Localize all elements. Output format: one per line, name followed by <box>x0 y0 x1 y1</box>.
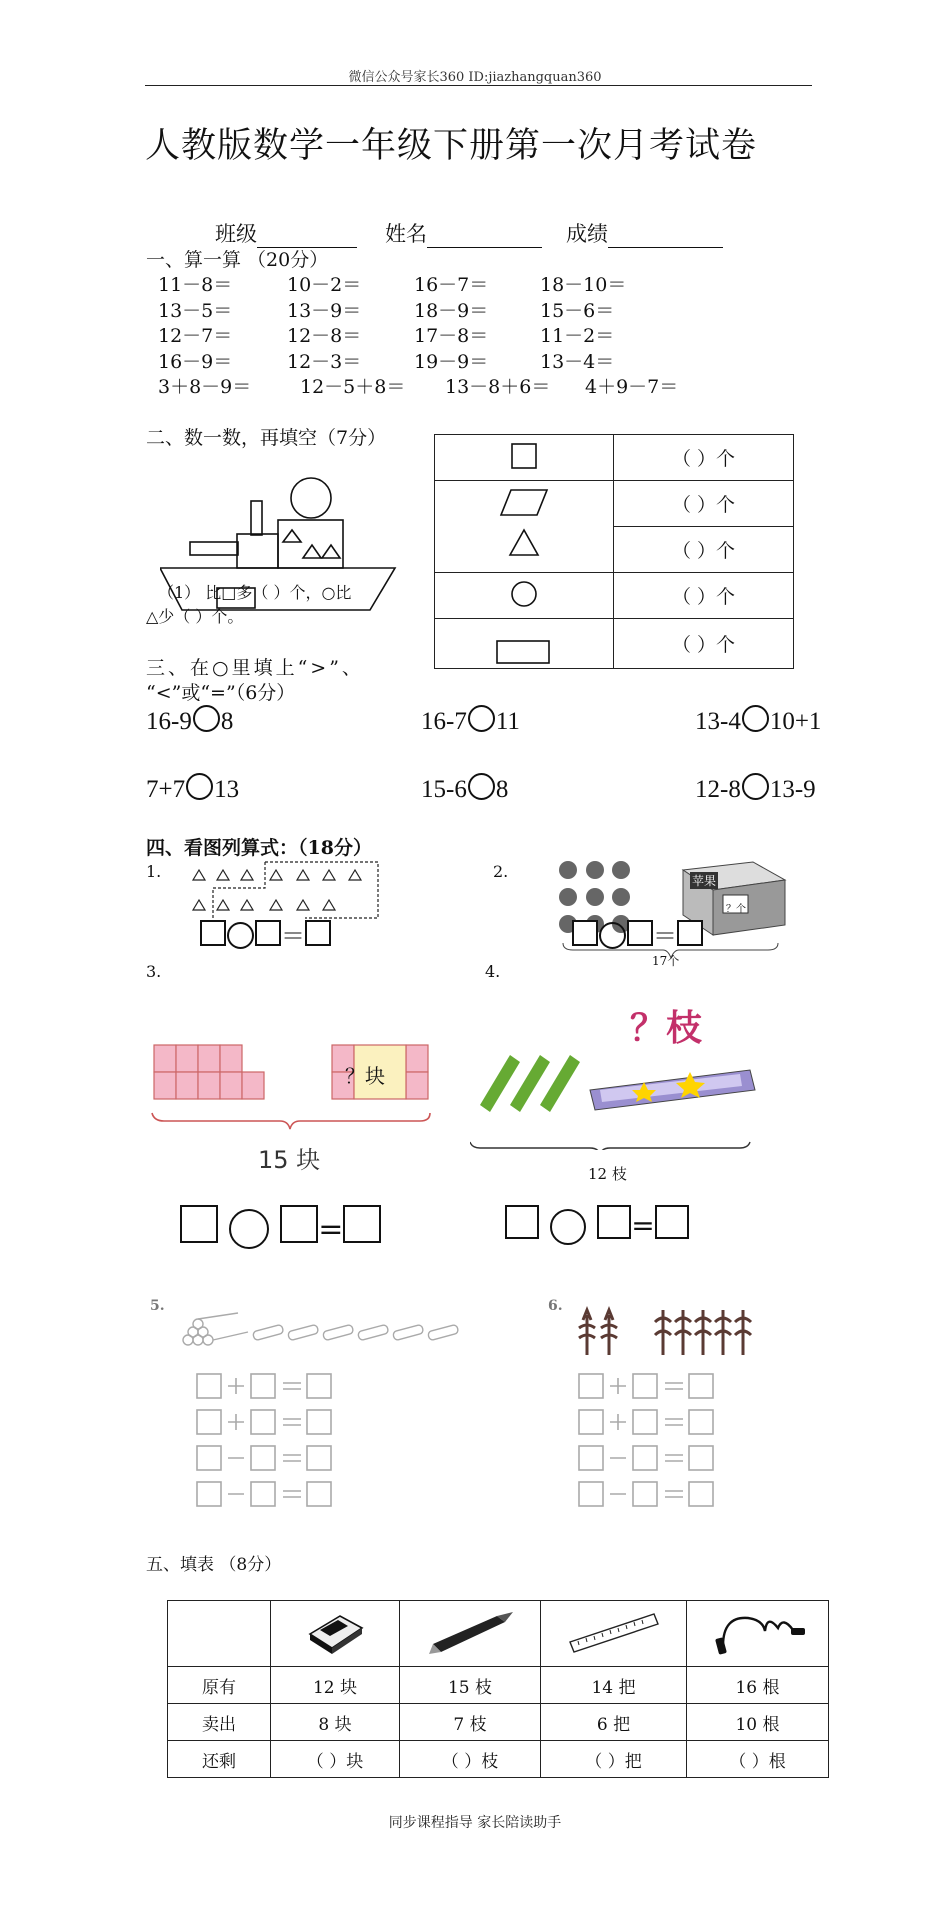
comparison-circle[interactable] <box>193 705 220 732</box>
comparison-right: 13-9 <box>769 776 816 803</box>
eraser-cell <box>271 1601 400 1667</box>
equation[interactable]: 3＋8－9＝ <box>158 376 252 398</box>
comparison-left: 7+7 <box>146 776 186 803</box>
answer-cell[interactable]: （ ）根 <box>687 1741 829 1778</box>
rope-cell <box>687 1601 829 1667</box>
table-cell: 12 块 <box>271 1667 400 1704</box>
section3-heading-line1: 三、在○里填上“>”、 <box>146 657 364 679</box>
comparison-item <box>146 705 233 736</box>
fig3-answer[interactable]: = <box>180 1205 381 1249</box>
score-field[interactable] <box>566 218 723 248</box>
comparison-item <box>421 773 508 804</box>
equation[interactable]: 12－7＝ <box>158 325 233 347</box>
comparison-right: 10+1 <box>769 708 822 735</box>
answer-cell[interactable]: （ ）块 <box>271 1741 400 1778</box>
rectangle-count[interactable]: （ ）个 <box>614 619 794 669</box>
section2-heading: 二、数一数，再填空（7分） <box>146 427 387 449</box>
table-cell: 16 根 <box>687 1667 829 1704</box>
fig3-blocks <box>150 1035 435 1135</box>
table-row <box>435 481 794 527</box>
ruler-icon <box>564 1606 664 1656</box>
comparison-item <box>695 773 816 804</box>
equation[interactable]: 12－8＝ <box>287 325 362 347</box>
class-label: 班级 <box>215 222 257 246</box>
fig6-plants <box>575 1300 785 1360</box>
section5-heading: 五、填表 （8分） <box>146 1555 282 1575</box>
fig4-label: 4. <box>485 962 501 981</box>
rectangle-icon <box>494 619 554 664</box>
shape-count-table <box>434 434 794 669</box>
table-row <box>435 619 794 669</box>
fig1-answer[interactable]: ＝ <box>200 916 331 951</box>
section1-heading: 一、算一算 （20分） <box>146 249 329 271</box>
answer-cell[interactable]: （ ）把 <box>541 1741 687 1778</box>
comparison-right: 8 <box>220 708 234 735</box>
section4-heading: 四、看图列算式：（18分） <box>146 837 372 859</box>
comparison-item <box>695 705 821 736</box>
square-cell <box>435 435 614 481</box>
fig5-answer-grid[interactable] <box>195 1370 345 1510</box>
fig4-answer[interactable]: = <box>505 1205 689 1245</box>
table-cell: 7 枝 <box>400 1704 541 1741</box>
fig2-total: 17个 <box>652 954 680 968</box>
square-count[interactable]: （ ）个 <box>614 435 794 481</box>
equation[interactable]: 11－8＝ <box>158 274 233 296</box>
circle-count[interactable]: （ ）个 <box>614 573 794 619</box>
row-label: 还剩 <box>168 1741 271 1778</box>
equation[interactable]: 15－6＝ <box>540 299 615 322</box>
equation[interactable]: 17－8＝ <box>414 325 489 347</box>
equation[interactable]: 18－9＝ <box>414 299 489 322</box>
comparison-right: 13 <box>214 776 240 803</box>
table-row <box>435 573 794 619</box>
fig3-label: 3. <box>146 962 162 981</box>
equation[interactable]: 12－5＋8＝ <box>300 376 406 398</box>
name-field[interactable] <box>385 218 542 248</box>
equation[interactable]: 16－7＝ <box>414 274 489 296</box>
class-field[interactable] <box>215 218 357 248</box>
fig3-total: 15 块 <box>258 1146 321 1174</box>
equation[interactable]: 4＋9－7＝ <box>585 376 679 398</box>
answer-cell[interactable]: （ ）枝 <box>400 1741 541 1778</box>
name-label: 姓名 <box>385 222 427 246</box>
comparison-left: 16-7 <box>421 708 467 735</box>
equation[interactable]: 13－5＝ <box>158 299 233 322</box>
footer-text: 同步课程指导 家长陪读助手 <box>388 1815 562 1831</box>
ship-mast <box>251 501 262 535</box>
table-row <box>435 435 794 481</box>
row-label: 原有 <box>168 1667 271 1704</box>
fig5-label: 5. <box>150 1298 165 1314</box>
fig5-sticks <box>178 1310 468 1355</box>
equation[interactable]: 11－2＝ <box>540 325 615 347</box>
section2-question-line1: （1） 比□多（ ）个，○比 <box>158 583 352 602</box>
fig2-label: 2. <box>493 862 509 881</box>
ship-circle <box>291 478 331 518</box>
equation[interactable]: 13－4＝ <box>540 350 615 373</box>
table-cell: 8 块 <box>271 1704 400 1741</box>
comparison-circle[interactable] <box>742 773 769 800</box>
equation[interactable]: 18－10＝ <box>540 274 627 296</box>
ship-triangle-1 <box>283 530 301 542</box>
ruler-cell <box>541 1601 687 1667</box>
comparison-circle[interactable] <box>468 773 495 800</box>
row-label: 卖出 <box>168 1704 271 1741</box>
ship-square-cabin <box>278 520 343 568</box>
ship-triangle-2 <box>303 545 321 558</box>
fill-table <box>167 1600 829 1778</box>
fig6-answer-grid[interactable] <box>577 1370 727 1510</box>
fig2-answer[interactable]: ＝ <box>572 916 703 951</box>
parallelogram-triangle-cell <box>435 481 614 573</box>
fig4-question: ？枝 <box>630 1008 703 1049</box>
equation[interactable]: 16－9＝ <box>158 350 233 373</box>
circle-cell <box>435 573 614 619</box>
fig2-question: ？个 <box>726 904 746 915</box>
section3-heading-line2: “<”或“=”（6分） <box>146 682 296 704</box>
fig2-box-label: 苹果 <box>692 874 717 888</box>
parallelogram-count[interactable]: （ ）个 <box>614 481 794 527</box>
comparison-left: 16-9 <box>146 708 192 735</box>
square-icon <box>509 441 539 471</box>
section2-question-line2: △少（ ）个。 <box>146 607 244 626</box>
pencil-icon <box>425 1606 515 1656</box>
eraser-icon <box>300 1606 370 1656</box>
comparison-left: 12-8 <box>695 776 741 803</box>
blank-header-cell <box>168 1601 271 1667</box>
header-watermark: 微信公众号家长360 ID:jiazhangquan360 <box>348 70 602 85</box>
comparison-item <box>146 773 239 804</box>
table-cell: 6 把 <box>541 1704 687 1741</box>
comparison-right: 8 <box>495 776 509 803</box>
rectangle-cell <box>435 619 614 669</box>
equation[interactable]: 13－8＋6＝ <box>445 376 551 398</box>
table-row <box>168 1741 829 1778</box>
equation[interactable]: 12－3＝ <box>287 350 362 373</box>
parallelogram-triangle-icon <box>499 485 549 565</box>
comparison-left: 13-4 <box>695 708 741 735</box>
equation[interactable]: 10－2＝ <box>287 274 362 296</box>
comparison-circle[interactable] <box>186 773 213 800</box>
table-row <box>168 1704 829 1741</box>
ship-triangle-3 <box>322 545 340 558</box>
comparison-circle[interactable] <box>468 705 495 732</box>
table-cell: 15 枝 <box>400 1667 541 1704</box>
table-row <box>168 1667 829 1704</box>
header-divider <box>145 85 812 86</box>
comparison-circle[interactable] <box>742 705 769 732</box>
pencil-cell <box>400 1601 541 1667</box>
comparison-left: 15-6 <box>421 776 467 803</box>
fig6-label: 6. <box>548 1298 563 1314</box>
circle-icon <box>509 579 539 609</box>
table-cell: 14 把 <box>541 1667 687 1704</box>
score-label: 成绩 <box>566 222 608 246</box>
fig4-pencils-case <box>470 1040 760 1150</box>
equation[interactable]: 19－9＝ <box>414 350 489 373</box>
triangle-count[interactable]: （ ）个 <box>614 527 794 573</box>
fig3-question: ？块 <box>345 1064 385 1088</box>
fig1-label: 1. <box>146 862 162 881</box>
table-cell: 10 根 <box>687 1704 829 1741</box>
table-header-row <box>168 1601 829 1667</box>
equation[interactable]: 13－9＝ <box>287 299 362 322</box>
ship-block <box>237 534 278 568</box>
comparison-item <box>421 705 520 736</box>
page-title: 人教版数学一年级下册第一次月考试卷 <box>145 126 758 166</box>
comparison-right: 11 <box>495 708 520 735</box>
fig4-total: 12 枝 <box>588 1165 627 1183</box>
jump-rope-icon <box>703 1606 813 1656</box>
ship-cannon <box>190 542 238 555</box>
